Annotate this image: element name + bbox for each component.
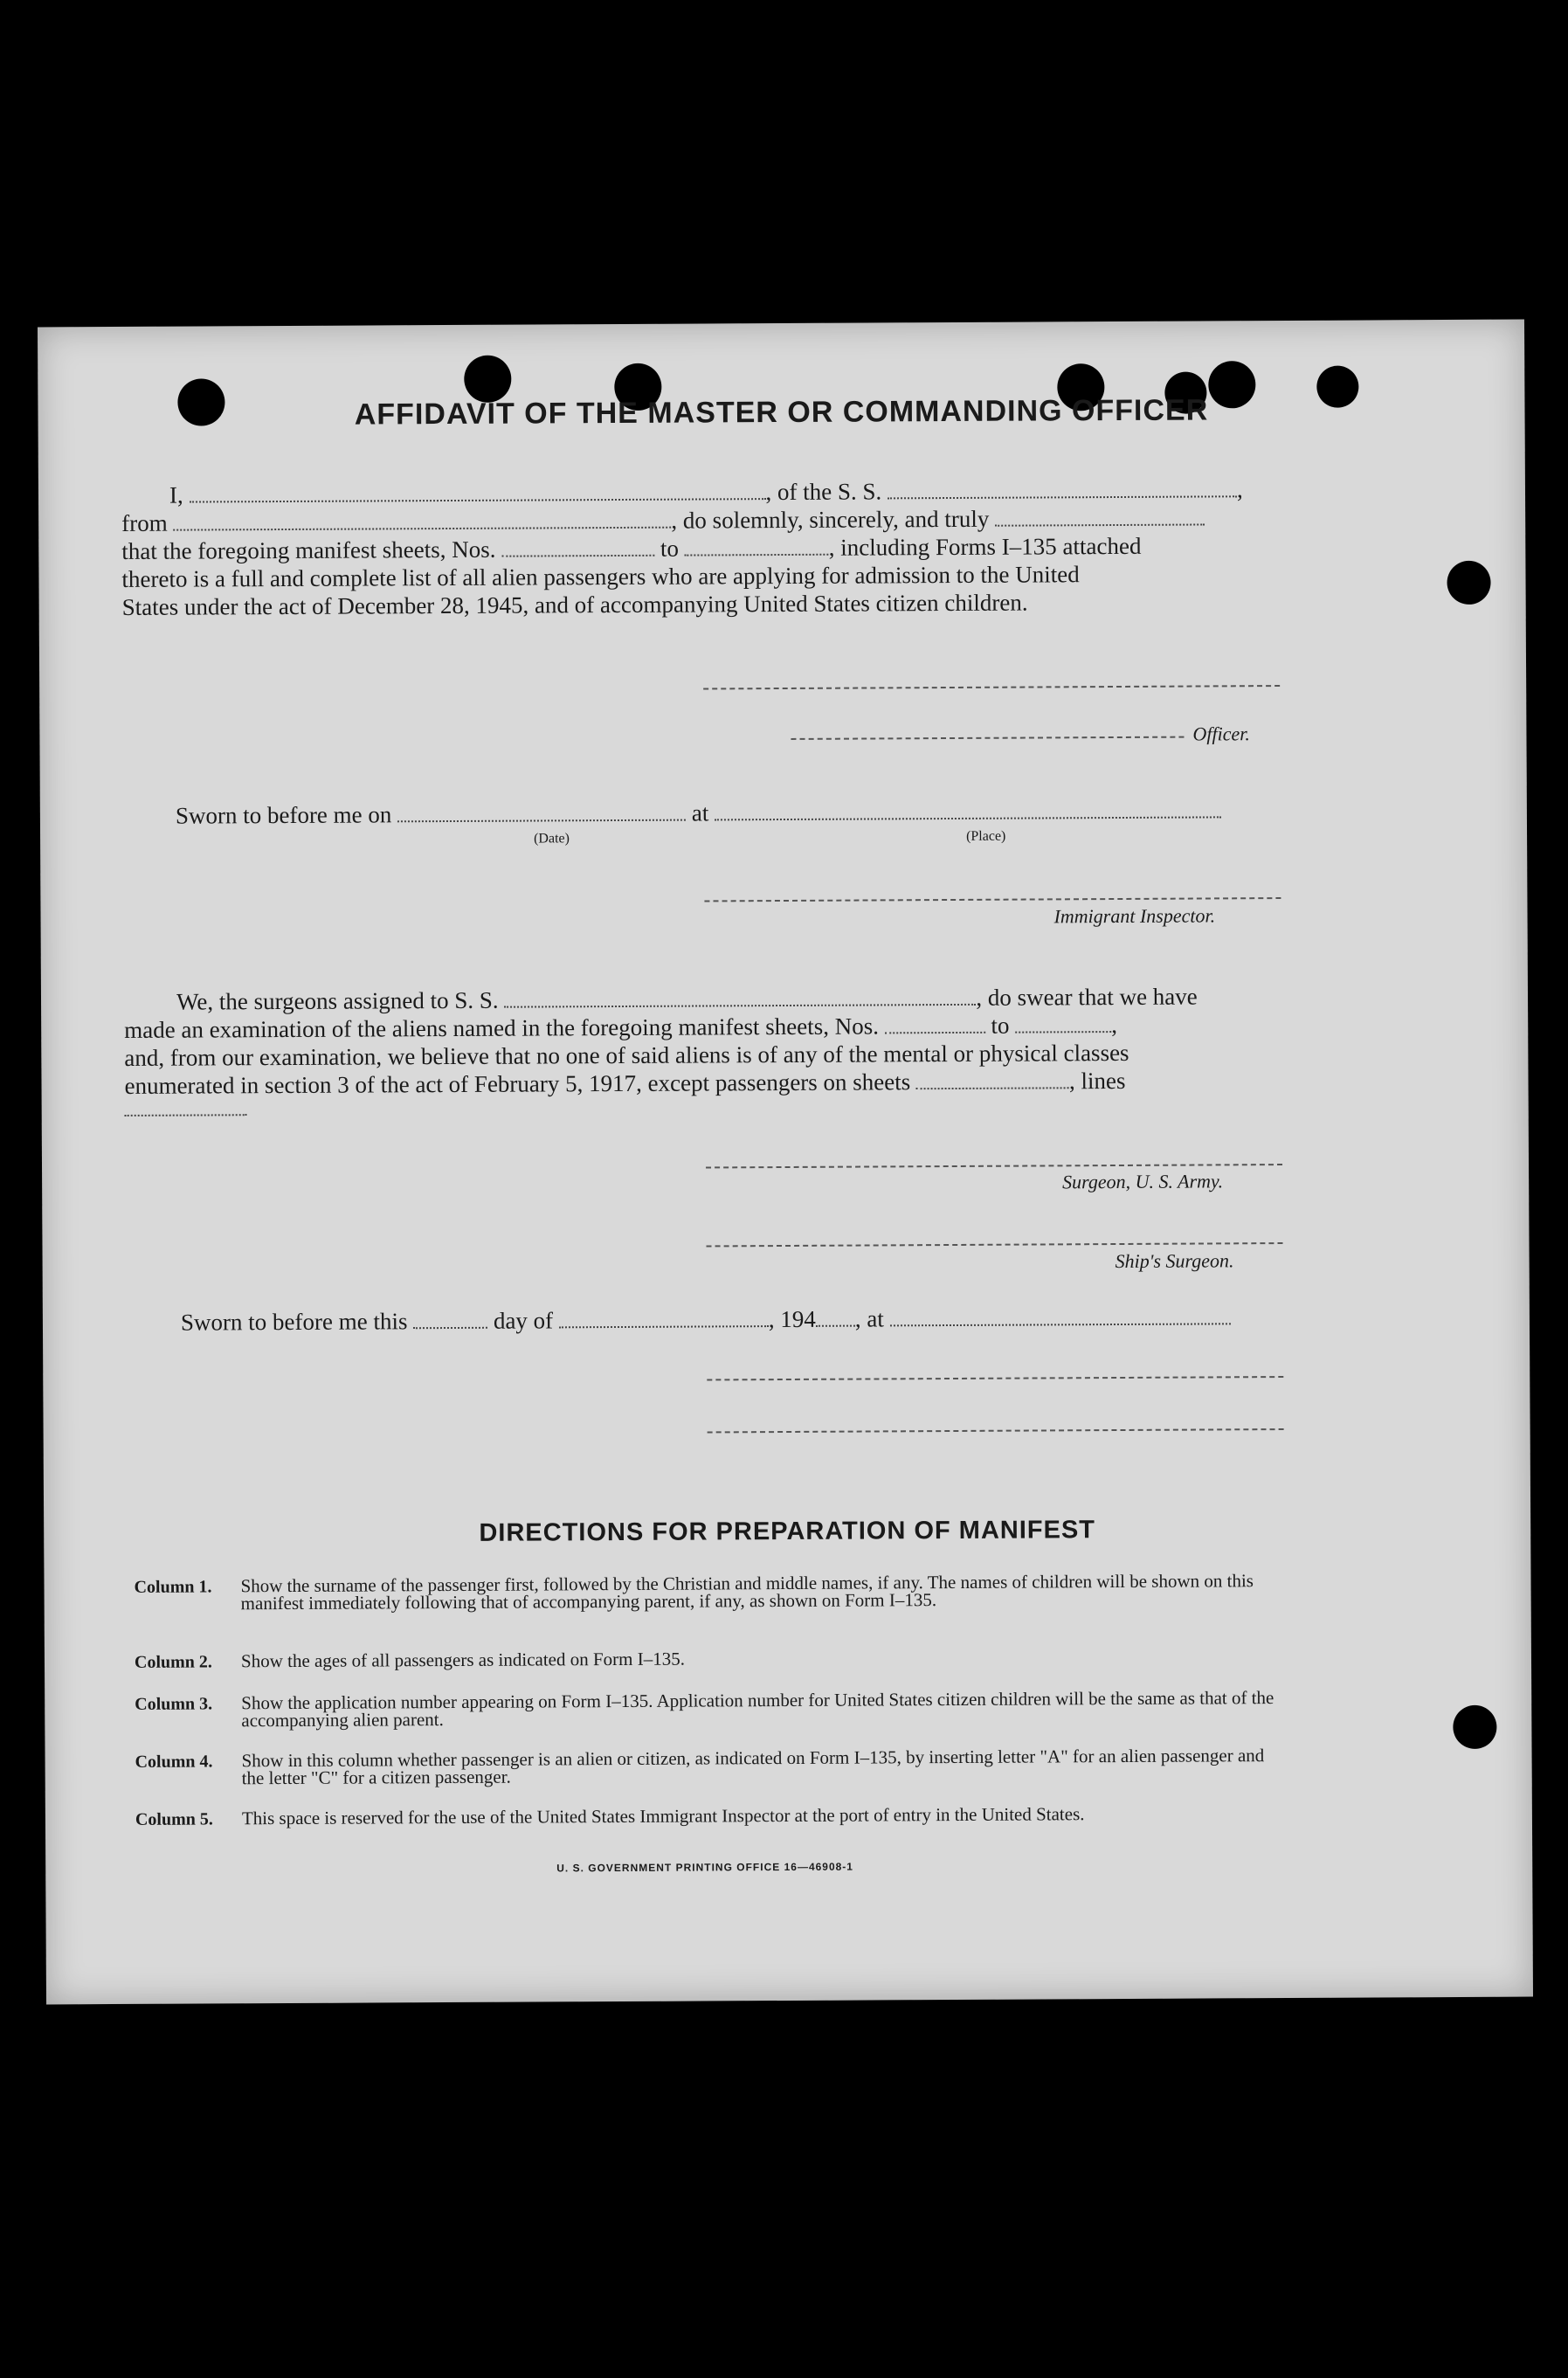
- inspector-caption: Immigrant Inspector.: [1053, 904, 1216, 928]
- sworn-day-field[interactable]: [413, 1327, 487, 1329]
- surgeons-line-4: enumerated in section 3 of the act of February 5, 1917, except passengers on sheets , lines: [124, 1067, 1126, 1099]
- affidavit-line-1: I, , of the S. S. ,: [169, 476, 1243, 508]
- date-caption: (Date): [534, 831, 570, 847]
- affidavit-line-2: from , do solemnly, sincerely, and truly: [121, 504, 1205, 536]
- sworn-year-field[interactable]: [816, 1325, 855, 1327]
- printing-office-footer: U. S. GOVERNMENT PRINTING OFFICE 16—46908-1: [556, 1860, 853, 1875]
- inspector-signature-line[interactable]: [704, 897, 1281, 902]
- official-signature-line[interactable]: [707, 1376, 1283, 1380]
- ship-surgeon-caption: Ship's Surgeon.: [1115, 1249, 1234, 1273]
- official-title-line[interactable]: [708, 1428, 1284, 1433]
- sworn-place-field[interactable]: [715, 816, 1221, 820]
- column-2-text: Show the ages of all passengers as indicated on Form I–135.: [240, 1648, 686, 1672]
- master-name-field[interactable]: [190, 498, 766, 502]
- army-surgeon-signature-line[interactable]: [706, 1164, 1282, 1168]
- column-4-label: Column 4.: [135, 1752, 213, 1772]
- affidavit-line-3: that the foregoing manifest sheets, Nos. to , including Forms I–135 attached: [121, 532, 1142, 564]
- sworn-at-field[interactable]: [890, 1323, 1231, 1326]
- except-lines-field[interactable]: [125, 1114, 247, 1116]
- column-1-text: Show the surname of the passenger first, followed by the Christian and middle names, if any. The names of children will be shown on this manifest immediately following that of accompanying parent, if any, as shown on Form I–135.: [240, 1570, 1254, 1614]
- officer-field[interactable]: [995, 523, 1205, 526]
- manifest-sheet: [38, 320, 1533, 2005]
- ship-name-field[interactable]: [888, 495, 1237, 499]
- sheet-to-field[interactable]: [685, 554, 829, 556]
- affidavit-heading: AFFIDAVIT OF THE MASTER OR COMMANDING OFFICER: [354, 393, 1209, 432]
- signature-line[interactable]: [703, 685, 1280, 689]
- column-3-text: Show the application number appearing on Form I–135. Application number for United States citizen children will be the same as that of the accompanying alien parent.: [241, 1687, 1274, 1732]
- except-sheets-field[interactable]: [916, 1087, 1069, 1089]
- column-5-text: This space is reserved for the use of the United States Immigrant Inspector at the port of entry in the United States.: [241, 1803, 1085, 1829]
- punch-hole: [464, 356, 511, 403]
- surgeons-ship-field[interactable]: [504, 1004, 976, 1008]
- sworn-month-field[interactable]: [559, 1325, 769, 1328]
- column-2-label: Column 2.: [134, 1652, 212, 1672]
- surgeons-sheet-to-field[interactable]: [1015, 1031, 1111, 1033]
- surgeons-line-1: We, the surgeons assigned to S. S. , do swear that we have: [176, 983, 1198, 1015]
- officer-caption: Officer.: [1192, 722, 1250, 745]
- surgeons-line-2: made an examination of the aliens named in the foregoing manifest sheets, Nos. to ,: [124, 1012, 1118, 1043]
- place-caption: (Place): [966, 828, 1006, 844]
- punch-hole: [1447, 561, 1490, 605]
- ship-surgeon-signature-line[interactable]: [706, 1242, 1282, 1247]
- sheet-from-field[interactable]: [501, 555, 654, 557]
- surgeons-sheet-from-field[interactable]: [885, 1032, 985, 1034]
- column-5-label: Column 5.: [135, 1809, 213, 1829]
- sworn-date-field[interactable]: [397, 819, 686, 823]
- from-port-field[interactable]: [173, 527, 671, 531]
- army-surgeon-caption: Surgeon, U. S. Army.: [1062, 1170, 1224, 1193]
- sworn-line-1: Sworn to before me on at: [176, 797, 1221, 829]
- affidavit-line-5: States under the act of December 28, 1945, and of accompanying United States citizen children.: [121, 589, 1028, 620]
- lines-field-row: [125, 1095, 247, 1123]
- affidavit-line-4: thereto is a full and complete list of all alien passengers who are applying for admission to the United: [121, 561, 1080, 592]
- punch-hole: [1453, 1705, 1496, 1749]
- column-1-label: Column 1.: [134, 1577, 212, 1597]
- column-3-label: Column 3.: [135, 1694, 213, 1714]
- officer-signature-line[interactable]: [791, 736, 1184, 740]
- sworn-line-2: Sworn to before me this day of , 194 , at: [181, 1303, 1231, 1336]
- directions-heading: DIRECTIONS FOR PREPARATION OF MANIFEST: [479, 1516, 1096, 1547]
- column-4-text: Show in this column whether passenger is an alien or citizen, as indicated on Form I–135, by inserting letter "A" for an alien passenger and the letter "C" for a citizen passenger.: [241, 1745, 1265, 1789]
- surgeons-line-3: and, from our examination, we believe that no one of said aliens is of any of the mental or physical classes: [124, 1039, 1129, 1071]
